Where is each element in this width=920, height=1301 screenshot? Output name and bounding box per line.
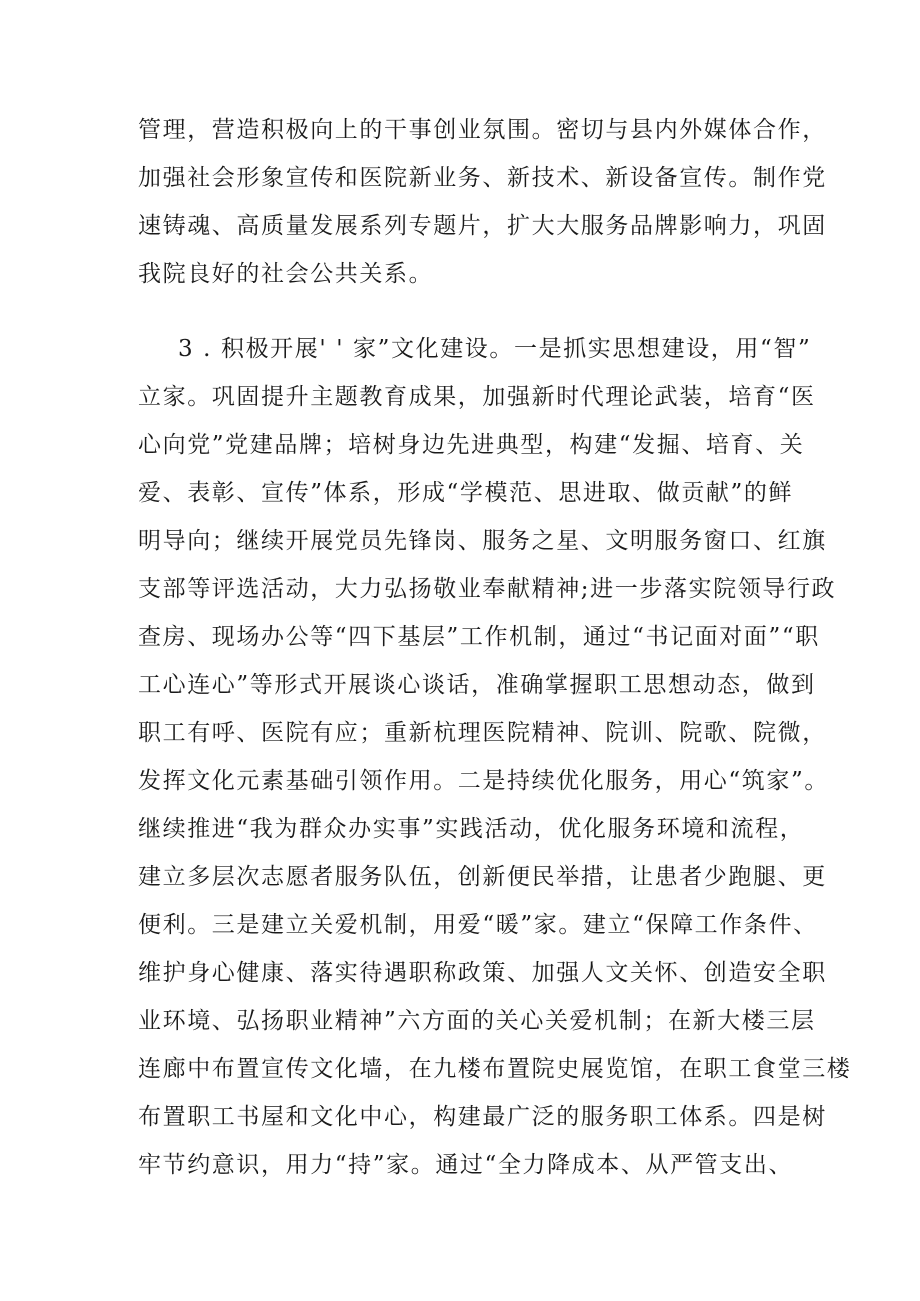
text-line: 查房、现场办公等“四下基层”工作机制，通过“书记面对面”“职 <box>138 624 820 650</box>
text-line: 速铸魂、高质量发展系列专题片，扩大大服务品牌影响力，巩固 <box>138 213 827 239</box>
text-line: 3 . 积极开展' ' 家”文化建设。一是抓实思想建设，用“智” <box>178 336 812 362</box>
text-line: 明导向；继续开展党员先锋岗、服务之星、文明服务窗口、红旗 <box>138 528 827 554</box>
text-line: 维护身心健康、落实待遇职称政策、加强人文关怀、创造安全职 <box>138 960 827 986</box>
text-line: 业环境、弘扬职业精神”六方面的关心关爱机制；在新大楼三层 <box>138 1008 816 1034</box>
text-line: 建立多层次志愿者服务队伍，创新便民举措，让患者少跑腿、更 <box>138 864 827 890</box>
text-line: 工心连心”等形式开展谈心谈话，准确掌握职工思想动态，做到 <box>138 672 816 698</box>
text-line: 连廊中布置宣传文化墙，在九楼布置院史展览馆，在职工食堂三楼 <box>138 1056 852 1082</box>
text-line: 管理，营造积极向上的干事创业氛围。密切与县内外媒体合作， <box>138 117 827 143</box>
text-line: 爱、表彰、宣传”体系，形成“学模范、思进取、做贡献”的鲜 <box>138 480 794 506</box>
text-line: 支部等评选活动，大力弘扬敬业奉献精神;进一步落实院领导行政 <box>138 576 837 602</box>
text-line: 继续推进“我为群众办实事”实践活动，优化服务环境和流程， <box>138 816 805 842</box>
text-line: 牢节约意识，用力“持”家。通过“全力降成本、从严管支出、 <box>138 1152 794 1178</box>
text-line: 发挥文化元素基础引领作用。二是持续优化服务，用心“筑家”。 <box>138 768 829 794</box>
text-line: 我院良好的社会公共关系。 <box>138 261 434 287</box>
text-line: 心向党”党建品牌；培树身边先进典型，构建“发掘、培育、关 <box>138 432 805 458</box>
text-line: 立家。巩固提升主题教育成果，加强新时代理论武装，培育“医 <box>138 384 816 410</box>
text-line: 便利。三是建立关爱机制，用爱“暖”家。建立“保障工作条件、 <box>138 912 818 938</box>
text-line: 布置职工书屋和文化中心，构建最广泛的服务职工体系。四是树 <box>138 1104 827 1130</box>
text-line: 职工有呼、医院有应；重新杭理医院精神、院训、院歌、院微， <box>138 720 827 746</box>
text-line: 加强社会形象宣传和医院新业务、新技术、新设备宣传。制作党 <box>138 165 827 191</box>
